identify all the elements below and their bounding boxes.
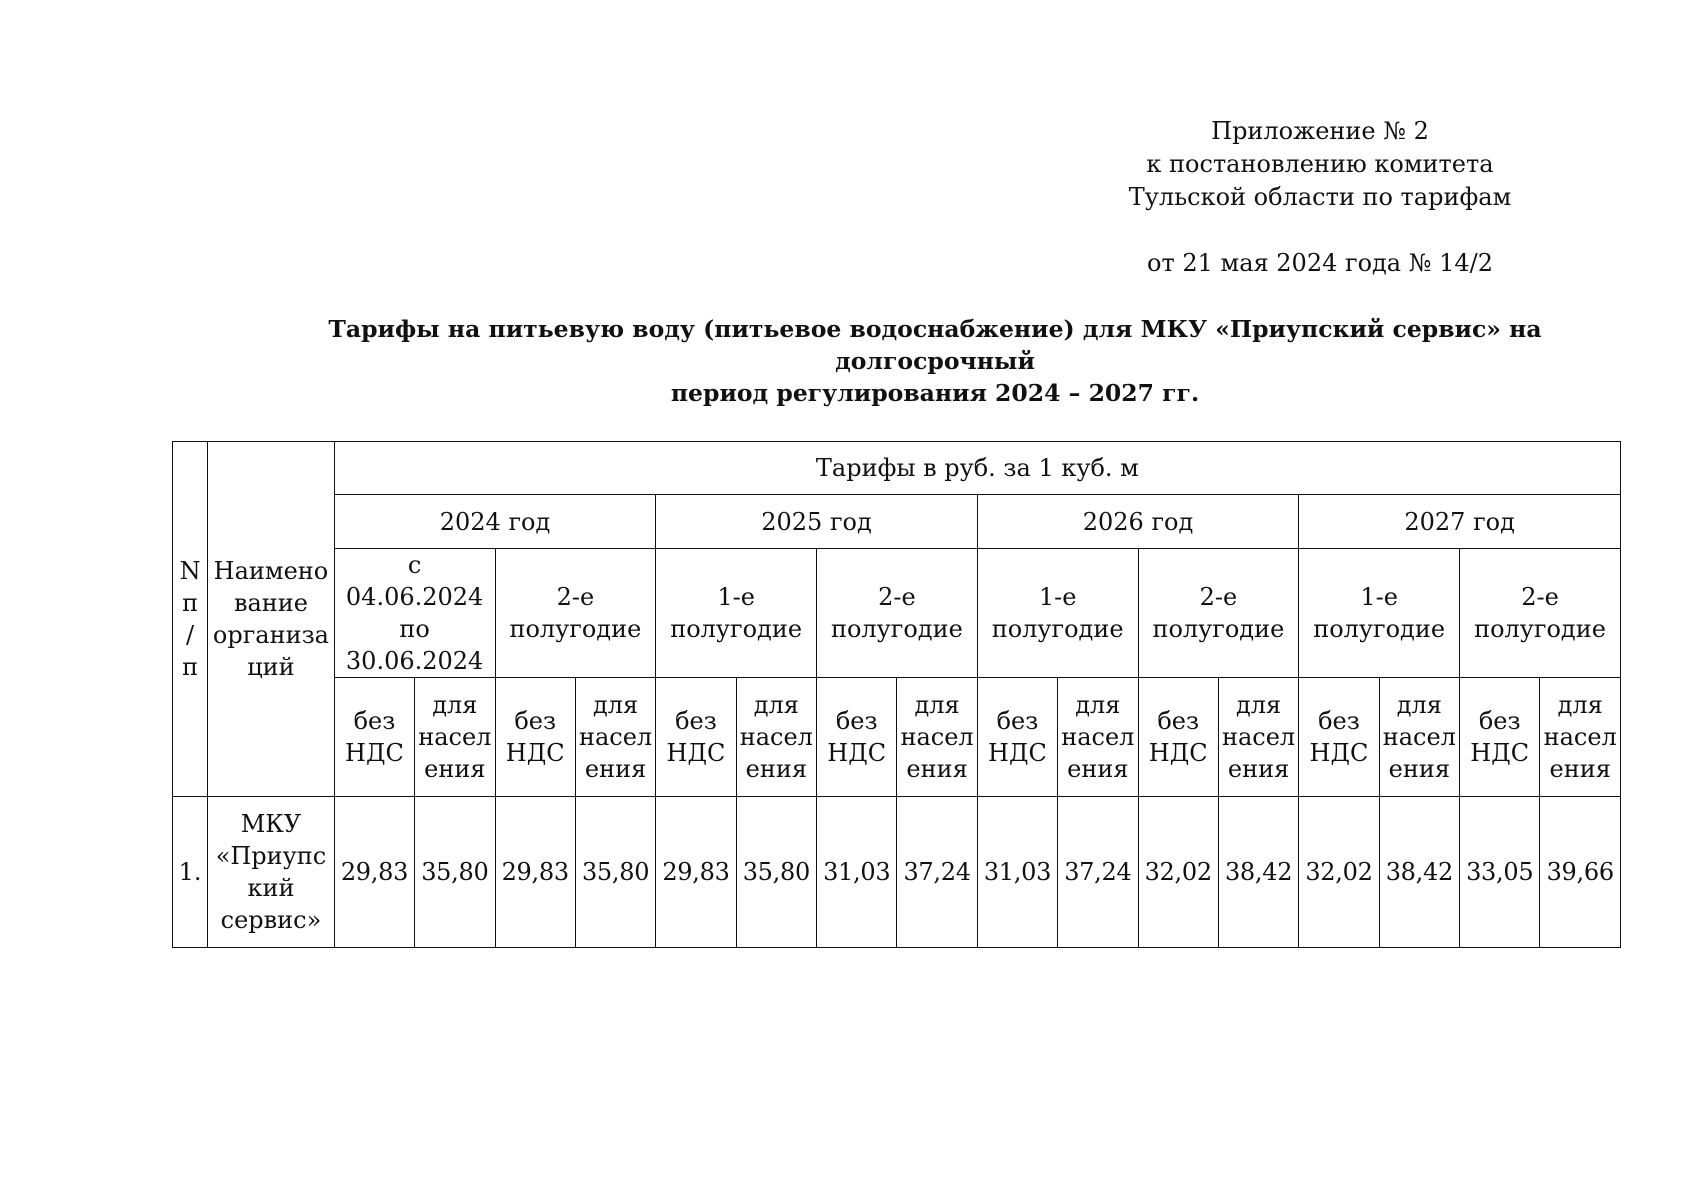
tariff-value: 31,03 — [977, 797, 1057, 948]
organization-name-line: МКУ — [240, 810, 302, 838]
subheader-line: ения — [584, 755, 647, 783]
appendix-block — [1110, 115, 1530, 280]
period-line: 2-е — [878, 583, 916, 611]
appendix-date: от 21 мая 2024 года № 14/2 — [1147, 249, 1493, 277]
appendix-gap — [1110, 214, 1530, 247]
subheader-line: для — [753, 691, 799, 719]
period-line: 2-е — [1521, 583, 1559, 611]
subheader-line: без — [675, 707, 717, 735]
tariff-value: 35,80 — [736, 797, 816, 948]
subheader-line: без — [353, 707, 396, 735]
subheader-line: без — [1157, 707, 1200, 735]
subheader-line: НДС — [1148, 739, 1208, 767]
subheader-line: насел — [1061, 723, 1135, 751]
subheader-no-vat — [977, 678, 1057, 797]
subheader-line: НДС — [666, 739, 726, 767]
subheader-line: НДС — [827, 739, 887, 767]
tariff-value: 33,05 — [1460, 797, 1540, 948]
period-line: полугодие — [1152, 615, 1285, 643]
subheader-population — [1379, 678, 1459, 797]
subheader-line: НДС — [988, 739, 1047, 767]
subheader-line: насел — [418, 723, 492, 751]
subheader-line: НДС — [505, 739, 565, 767]
organization-header-line: организа — [212, 621, 329, 649]
appendix-reference: к постановлению комитета — [1146, 150, 1494, 178]
subheader-line: НДС — [1470, 739, 1530, 767]
tariff-value: 29,83 — [656, 797, 736, 948]
document-title — [230, 313, 1640, 409]
period-line: полугодие — [991, 615, 1124, 643]
subheader-line: без — [996, 707, 1039, 735]
subheader-line: ения — [424, 755, 486, 783]
number-header-line: п — [182, 653, 199, 681]
organization-name-line: сервис» — [220, 906, 322, 934]
tariff-value: 35,80 — [575, 797, 655, 948]
document-title-line-2: период регулирования 2024 – 2027 гг. — [670, 379, 1200, 407]
subheader-line: для — [592, 691, 639, 719]
organization-header-line: вание — [233, 589, 308, 617]
tariff-value: 29,83 — [495, 797, 575, 948]
appendix-number: Приложение № 2 — [1211, 117, 1429, 145]
subheader-line: без — [514, 707, 557, 735]
period-line: полугодие — [670, 615, 803, 643]
subheader-line: ения — [906, 755, 968, 783]
subheader-population — [897, 678, 977, 797]
subheader-population — [1218, 678, 1298, 797]
subheader-population — [415, 678, 495, 797]
tariff-value: 29,83 — [334, 797, 414, 948]
subheader-line: без — [1318, 707, 1360, 735]
subheader-line: для — [432, 691, 478, 719]
subheader-line: для — [914, 691, 960, 719]
subheader-no-vat — [334, 678, 414, 797]
number-header-cell — [173, 442, 208, 797]
period-header-2025-h1 — [656, 549, 817, 678]
period-line: 2-е — [1199, 583, 1238, 611]
period-line: полугодие — [830, 615, 963, 643]
subheader-line: насел — [1221, 723, 1296, 751]
organization-header-cell — [208, 442, 335, 797]
period-header-2026-h1 — [977, 549, 1138, 678]
subheader-no-vat — [817, 678, 897, 797]
year-header-2024: 2024 год — [334, 495, 656, 549]
period-header-2026-h2 — [1138, 549, 1299, 678]
document-title-line-1: Тарифы на питьевую воду (питьевое водоснабжение) для МКУ «Приупский сервис» на долгосрочный — [328, 315, 1542, 375]
period-header-2027-h2 — [1460, 549, 1621, 678]
period-header-2025-h2 — [817, 549, 978, 678]
organization-name — [208, 797, 335, 948]
subheader-line: для — [1235, 691, 1282, 719]
tariff-value: 39,66 — [1540, 797, 1621, 948]
subheader-line: ения — [745, 755, 807, 783]
tariff-value: 32,02 — [1138, 797, 1218, 948]
tariff-value: 32,02 — [1299, 797, 1379, 948]
subheader-no-vat — [495, 678, 575, 797]
subheader-no-vat — [656, 678, 736, 797]
organization-name-line: кий — [247, 874, 295, 902]
tariffs-group-header: Тарифы в руб. за 1 куб. м — [334, 442, 1620, 495]
period-line: с 04.06.2024 — [345, 551, 484, 611]
number-header-line: N — [179, 557, 201, 585]
subheader-line: насел — [1543, 723, 1617, 751]
tariff-value: 37,24 — [897, 797, 977, 948]
subheader-line: насел — [900, 723, 974, 751]
year-header-2025: 2025 год — [656, 495, 978, 549]
year-header-2027: 2027 год — [1299, 495, 1621, 549]
tariff-value: 38,42 — [1218, 797, 1298, 948]
subheader-population — [1540, 678, 1621, 797]
organization-name-line: «Приупс — [215, 842, 327, 870]
subheader-population — [1058, 678, 1138, 797]
period-line: по — [399, 615, 430, 643]
subheader-line: без — [835, 707, 878, 735]
tariff-value: 35,80 — [415, 797, 495, 948]
row-number: 1. — [173, 797, 208, 948]
tariff-table — [172, 441, 1621, 948]
period-header-2027-h1 — [1299, 549, 1460, 678]
period-line: 2-е — [556, 583, 595, 611]
organization-header-line: ций — [247, 653, 295, 681]
table-row — [173, 797, 1621, 948]
tariff-value: 37,24 — [1058, 797, 1138, 948]
organization-header-line: Наимено — [213, 557, 329, 585]
period-line: полугодие — [1313, 615, 1446, 643]
number-header-line: п — [182, 589, 199, 617]
subheader-line: НДС — [1309, 739, 1369, 767]
subheader-line: ения — [1388, 755, 1450, 783]
period-header-2024-h2 — [495, 549, 656, 678]
subheader-line: ения — [1227, 755, 1290, 783]
subheader-line: для — [1396, 691, 1442, 719]
year-header-2026: 2026 год — [977, 495, 1299, 549]
period-line: полугодие — [1474, 615, 1606, 643]
subheader-no-vat — [1138, 678, 1218, 797]
subheader-population — [736, 678, 816, 797]
subheader-line: насел — [578, 723, 653, 751]
subheader-line: насел — [1382, 723, 1456, 751]
subheader-line: НДС — [345, 739, 404, 767]
subheader-line: для — [1557, 691, 1603, 719]
subheader-line: без — [1478, 707, 1521, 735]
number-header-line: / — [186, 621, 195, 649]
tariff-value: 38,42 — [1379, 797, 1459, 948]
subheader-line: насел — [739, 723, 813, 751]
subheader-row — [173, 678, 1621, 797]
subheader-population — [575, 678, 655, 797]
period-line: 30.06.2024 — [345, 647, 484, 675]
subheader-no-vat — [1460, 678, 1540, 797]
period-line: 1-е — [1038, 583, 1077, 611]
period-header-2024-june — [334, 549, 495, 678]
period-line: 1-е — [717, 583, 755, 611]
subheader-no-vat — [1299, 678, 1379, 797]
subheader-line: ения — [1067, 755, 1129, 783]
period-line: 1-е — [1360, 583, 1398, 611]
tariff-value: 31,03 — [817, 797, 897, 948]
subheader-line: для — [1075, 691, 1121, 719]
appendix-authority: Тульской области по тарифам — [1128, 183, 1512, 211]
subheader-line: ения — [1549, 755, 1611, 783]
period-line: полугодие — [509, 615, 642, 643]
